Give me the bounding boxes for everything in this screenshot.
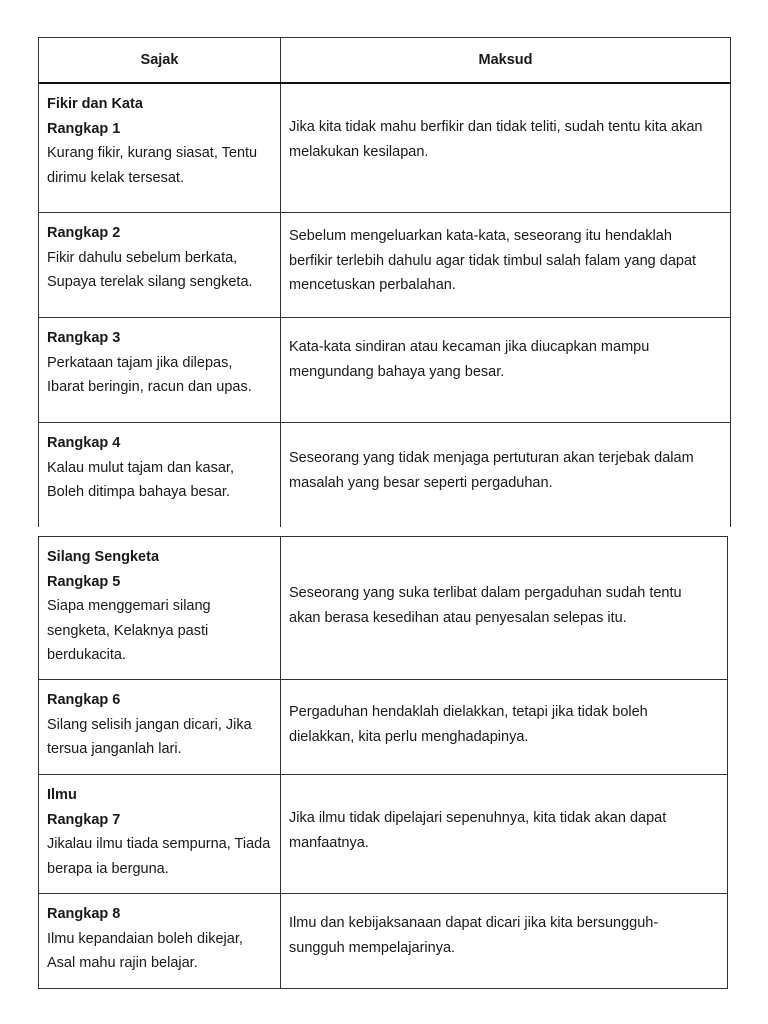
- meaning-line: Seseorang yang tidak menjaga pertuturan akan terjebak dalam: [289, 450, 694, 466]
- stanza-line: Fikir dahulu sebelum berkata,: [47, 249, 238, 266]
- table-header-row: [39, 38, 731, 84]
- sajak-cell: [39, 423, 281, 528]
- meaning-line: Jika ilmu tidak dipelajari sepenuhnya, kita tidak akan dapat: [289, 810, 667, 826]
- meaning-line: Sebelum mengeluarkan kata-kata, seseorang itu hendaklah: [289, 228, 672, 244]
- stanza-label: Rangkap 4: [47, 435, 121, 451]
- meaning-line: Kata-kata sindiran atau kecaman jika diucapkan mampu: [289, 339, 650, 355]
- maksud-cell: [281, 423, 731, 528]
- stanza-line: Asal mahu rajin belajar.: [47, 955, 198, 971]
- table-row: [39, 423, 731, 528]
- stanza-label: Rangkap 2: [47, 225, 121, 241]
- maksud-cell: [281, 680, 728, 775]
- maksud-cell: [281, 894, 728, 989]
- poem-title: Fikir dan Kata: [47, 96, 143, 112]
- sajak-cell: [39, 537, 281, 680]
- meaning-line: masalah yang besar seperti pergaduhan.: [289, 474, 553, 491]
- table-row: [39, 775, 728, 894]
- meaning-line: mencetuskan perbalahan.: [289, 277, 456, 293]
- sajak-cell: [39, 894, 281, 989]
- table-row: [39, 537, 728, 680]
- stanza-line: Kurang fikir, kurang siasat, Tentu: [47, 145, 258, 161]
- meaning-line: Ilmu dan kebijaksanaan dapat dicari jika kita bersungguh-: [289, 915, 659, 931]
- maksud-cell: [281, 213, 731, 318]
- stanza-label: Rangkap 3: [47, 330, 121, 346]
- stanza-line: Boleh ditimpa bahaya besar.: [47, 484, 230, 500]
- meaning-line: Jika kita tidak mahu berfikir dan tidak teliti, sudah tentu kita akan: [289, 119, 703, 135]
- stanza-line: sengketa, Kelaknya pasti: [47, 622, 209, 639]
- stanza-line: Ibarat beringin, racun dan upas.: [47, 379, 252, 395]
- header-maksud: Maksud: [281, 38, 731, 84]
- stanza-label: Rangkap 7: [47, 811, 121, 828]
- poem-title: Ilmu: [47, 787, 77, 803]
- sajak-cell: [39, 83, 281, 213]
- meaning-line: dielakkan, kita perlu menghadapinya.: [289, 728, 529, 745]
- stanza-line: Silang selisih jangan dicari, Jika: [47, 716, 252, 733]
- sajak-cell: [39, 213, 281, 318]
- meaning-line: Pergaduhan hendaklah dielakkan, tetapi jika tidak boleh: [289, 704, 648, 720]
- poem-table-1: [38, 37, 731, 527]
- maksud-cell: [281, 318, 731, 423]
- stanza-line: dirimu kelak tersesat.: [47, 169, 184, 186]
- stanza-line: berapa ia berguna.: [47, 860, 169, 877]
- stanza-line: Siapa menggemari silang: [47, 598, 211, 614]
- stanza-line: Supaya terelak silang sengketa.: [47, 274, 253, 290]
- maksud-cell: [281, 537, 728, 680]
- stanza-label: Rangkap 5: [47, 573, 121, 590]
- stanza-line: Ilmu kepandaian boleh dikejar,: [47, 930, 243, 947]
- sajak-cell: [39, 775, 281, 894]
- stanza-label: Rangkap 1: [47, 120, 121, 137]
- table-row: [39, 680, 728, 775]
- stanza-label: Rangkap 6: [47, 692, 121, 708]
- table-row: [39, 318, 731, 423]
- meaning-line: sungguh mempelajarinya.: [289, 939, 456, 956]
- meaning-line: manfaatnya.: [289, 834, 369, 851]
- stanza-line: Kalau mulut tajam dan kasar,: [47, 459, 234, 476]
- meaning-line: akan berasa kesedihan atau penyesalan selepas itu.: [289, 609, 627, 626]
- meaning-line: berfikir terlebih dahulu agar tidak timbul salah falam yang dapat: [289, 252, 697, 269]
- meaning-line: Seseorang yang suka terlibat dalam pergaduhan sudah tentu: [289, 585, 682, 601]
- sajak-cell: [39, 680, 281, 775]
- table-row: [39, 213, 731, 318]
- stanza-line: tersua janganlah lari.: [47, 741, 182, 757]
- meaning-line: mengundang bahaya yang besar.: [289, 363, 505, 380]
- poem-title: Silang Sengketa: [47, 549, 160, 565]
- stanza-line: Jikalau ilmu tiada sempurna, Tiada: [47, 836, 271, 852]
- stanza-label: Rangkap 8: [47, 906, 121, 922]
- stanza-line: berdukacita.: [47, 647, 126, 663]
- header-sajak: Sajak: [39, 38, 281, 84]
- poem-table-2: [38, 536, 728, 989]
- maksud-cell: [281, 775, 728, 894]
- sajak-cell: [39, 318, 281, 423]
- table-row: [39, 83, 731, 213]
- meaning-line: melakukan kesilapan.: [289, 143, 429, 160]
- maksud-cell: [281, 83, 731, 213]
- table-row: [39, 894, 728, 989]
- stanza-line: Perkataan tajam jika dilepas,: [47, 354, 233, 371]
